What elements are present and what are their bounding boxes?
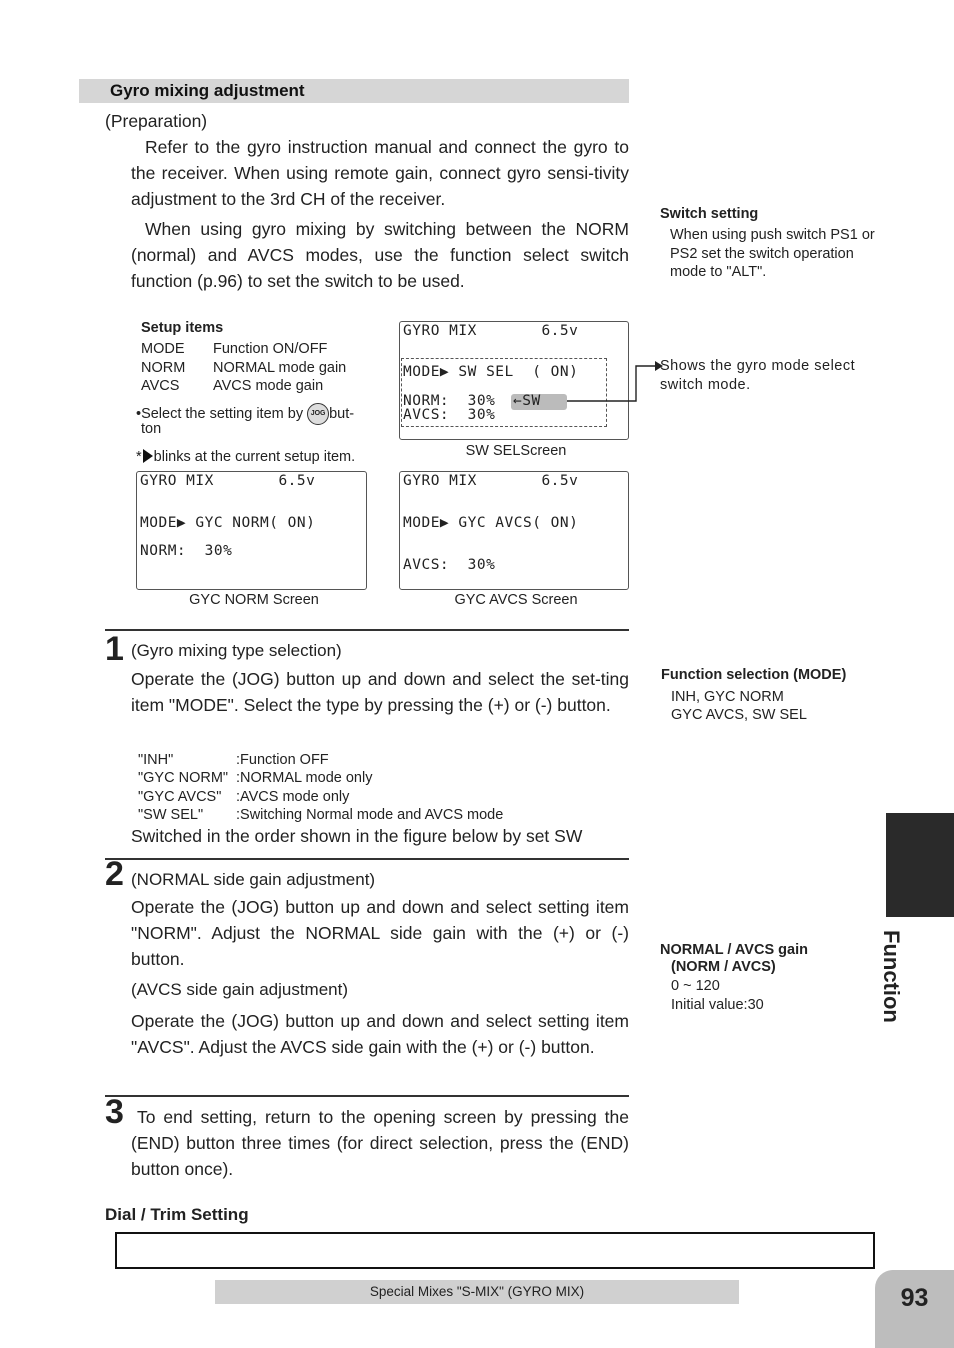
lcd-line-1: GYRO MIX 6.5v: [403, 323, 579, 339]
gain-initial: Initial value:30: [671, 997, 764, 1013]
setup-items-title: Setup items: [141, 320, 224, 336]
footer-bar: [215, 1280, 739, 1304]
step-2-title: (NORMAL side gain adjustment): [131, 870, 376, 889]
step-1-title: (Gyro mixing type selection): [131, 641, 342, 660]
footer-text: Special Mixes "S-MIX" (GYRO MIX): [369, 1284, 585, 1299]
gain-range: 0 ~ 120: [671, 978, 720, 994]
callout-text: Shows the gyro mode select switch mode.: [660, 358, 856, 393]
section-title: Gyro mixing adjustment: [110, 81, 305, 100]
sw-sel-caption: SW SELScreen: [465, 443, 567, 459]
option-swsel-key: "SW SEL": [138, 807, 204, 823]
lcd-gyc-norm-screen: [136, 471, 367, 590]
dial-trim-title: Dial / Trim Setting: [105, 1205, 249, 1224]
option-avcs-desc: :AVCS mode only: [236, 789, 350, 805]
step-3-text: To end setting, return to the opening screen by pressing the (END) button three times (for direct selection, press the (END) button once).: [131, 1107, 629, 1179]
option-avcs-key: "GYC AVCS": [138, 789, 222, 805]
step-2-divider: [105, 858, 629, 860]
page-number-tab: [875, 1270, 954, 1348]
step-2-number: 2: [105, 855, 124, 893]
page-number: 93: [900, 1284, 929, 1312]
lcd-line-3: AVCS: 30%: [403, 557, 496, 573]
step-1-after: Switched in the order shown in the figure below by set SW: [131, 826, 583, 846]
step-2-title-2: (AVCS side gain adjustment): [131, 980, 349, 999]
option-inh-desc: :Function OFF: [236, 752, 329, 768]
function-selection-title: Function selection (MODE): [661, 667, 847, 683]
lcd-line-2: MODE▶ GYC AVCS( ON): [403, 515, 579, 531]
function-tab: [872, 930, 912, 1023]
function-selection-line-1: INH, GYC NORM: [671, 689, 784, 705]
intro-paragraph-1: Refer to the gyro instruction manual and connect the gyro to the receiver. When using remote gain, connect gyro sensi-tivity adjustment to the 3rd CH of the receiver.: [131, 137, 629, 209]
setup-item-norm-desc: NORMAL mode gain: [213, 360, 347, 376]
blink-note: * blinks at the current setup item.: [136, 449, 356, 465]
jog-button-icon: JOG: [307, 403, 329, 425]
gain-title-2: (NORM / AVCS): [671, 959, 776, 975]
dial-trim-box: [115, 1232, 875, 1269]
function-tab-label: Function: [879, 930, 904, 1023]
preparation-label: (Preparation): [105, 111, 208, 131]
setup-item-avcs-key: AVCS: [141, 378, 180, 394]
sw-indicator: ←SW: [513, 393, 541, 409]
cursor-triangle-icon: [142, 448, 154, 464]
callout-connector: [565, 358, 665, 408]
option-swsel-desc: :Switching Normal mode and AVCS mode: [236, 807, 504, 823]
option-norm-key: "GYC NORM": [138, 770, 229, 786]
setup-item-mode-desc: Function ON/OFF: [213, 341, 328, 357]
lcd-line-3: NORM: 30%: [403, 393, 496, 409]
lcd-line-4: AVCS: 30%: [403, 407, 496, 423]
select-note-cont: ton: [141, 421, 162, 437]
setup-item-mode-key: MODE: [141, 341, 185, 357]
step-1-text: Operate the (JOG) button up and down and select the set-ting item "MODE". Select the type by pressing the (+) or (-) button.: [131, 669, 629, 715]
function-selection-line-2: GYC AVCS, SW SEL: [671, 707, 807, 723]
lcd-line-1: GYRO MIX 6.5v: [140, 473, 316, 489]
switch-setting-title: Switch setting: [660, 206, 759, 222]
setup-item-avcs-desc: AVCS mode gain: [213, 378, 324, 394]
select-note: •Select the setting item by JOG but-: [136, 403, 354, 425]
lcd-gyc-avcs-screen: [399, 471, 629, 590]
step-3-number: 3: [105, 1093, 124, 1131]
lcd-line-3: NORM: 30%: [140, 543, 233, 559]
section-header: [79, 79, 629, 103]
lcd-line-1: GYRO MIX 6.5v: [403, 473, 579, 489]
lcd-line-2: MODE▶ GYC NORM( ON): [140, 515, 316, 531]
step-3-divider: [105, 1095, 629, 1097]
intro-paragraph-2: When using gyro mixing by switching between the NORM (normal) and AVCS modes, use the function select switch function (p.96) to set the switch to be used.: [131, 219, 629, 291]
switch-setting-text: When using push switch PS1 or PS2 set the switch operation mode to "ALT".: [670, 227, 875, 280]
section-tab-block: [886, 813, 954, 917]
gain-title-1: NORMAL / AVCS gain: [660, 942, 808, 958]
option-norm-desc: :NORMAL mode only: [236, 770, 373, 786]
option-inh-key: "INH": [138, 752, 174, 768]
step-1-number: 1: [105, 630, 124, 668]
setup-item-norm-key: NORM: [141, 360, 186, 376]
gyc-norm-caption: GYC NORM Screen: [189, 592, 319, 608]
gyc-avcs-caption: GYC AVCS Screen: [454, 592, 578, 608]
step-2-text-1: Operate the (JOG) button up and down and select setting item "NORM". Adjust the NORMAL side gain with the (+) or (-) button.: [131, 897, 629, 969]
step-1-divider: [105, 629, 629, 631]
step-2-text-2: Operate the (JOG) button up and down and select setting item "AVCS". Adjust the AVCS side gain with the (+) or (-) button.: [131, 1011, 629, 1057]
lcd-line-2: MODE▶ SW SEL ( ON): [403, 364, 579, 380]
